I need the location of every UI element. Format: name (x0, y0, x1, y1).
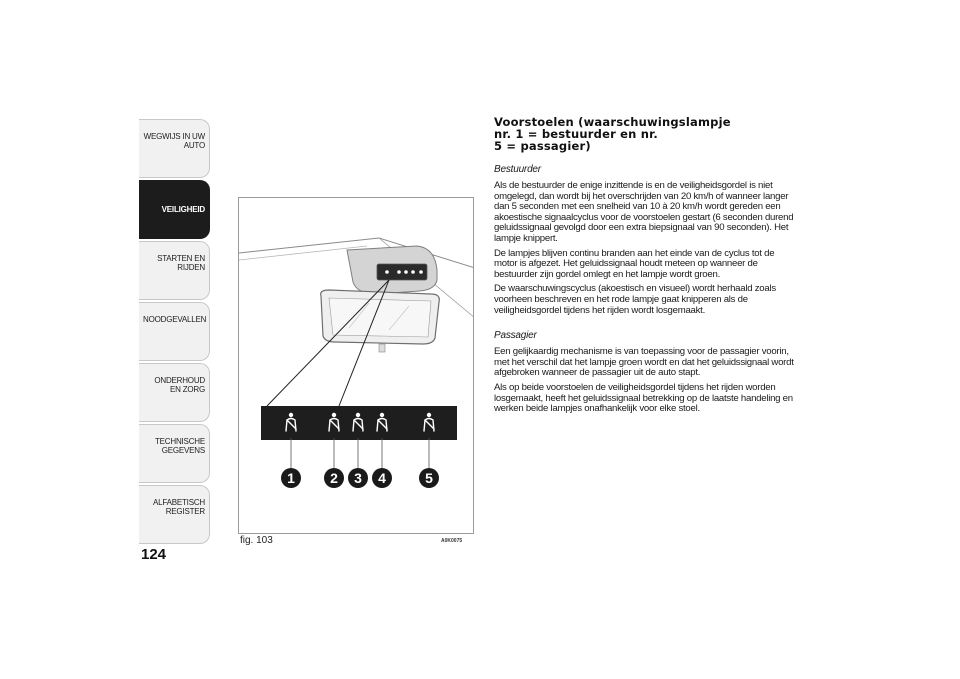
heading-line: Voorstoelen (waarschuwingslampje (494, 115, 731, 129)
section-heading (494, 116, 794, 152)
heading-line: 5 = passagier) (494, 139, 591, 153)
tab-noodgevallen[interactable] (139, 302, 210, 361)
figure-seatbelt-indicators (238, 197, 474, 534)
tab-label: STARTEN EN RIJDEN (157, 254, 205, 272)
figure-illustration (239, 198, 474, 534)
tab-veiligheid[interactable] (139, 180, 210, 239)
article-body (494, 116, 794, 419)
callout-4 (372, 468, 392, 488)
callout-number: 1 (287, 470, 295, 486)
figure-code: A0K0075 (441, 538, 463, 544)
paragraph: Een gelijkaardig mechanisme is van toepassing voor de passagier voorin, met het verschil dat het lampje groen wordt en dat het geluidssignaal wordt afgebroken wanneer de passagier uit de auto stapt. (494, 346, 794, 379)
callout-number: 2 (330, 470, 338, 486)
subheading-bestuurder: Bestuurder (494, 164, 541, 175)
paragraph: Als op beide voorstoelen de veiligheidsgordel tijdens het rijden worden losgemaakt, heeft het geluidssignaal betrekking op de laatste handeling en werken beide lampjes onafhankelijk voor elke stoel. (494, 381, 793, 415)
tab-label: NOODGEVALLEN (143, 315, 207, 324)
tab-onderhoud-en-zorg[interactable] (139, 363, 210, 422)
paragraph: De lampjes blijven continu branden aan het einde van de cyclus tot de motor is afgezet. Het geluidssignaal houdt meteen op wanneer de bestuurder zijn gordel omlegt en het lampje wordt groen. (494, 247, 775, 280)
callout-2 (324, 468, 344, 488)
callout-3 (348, 468, 368, 488)
tab-label: TECHNISCHE GEGEVENS (154, 437, 205, 455)
tab-label: ONDERHOUD EN ZORG (154, 376, 205, 394)
callout-5 (419, 468, 439, 488)
figure-caption: fig. 103 (240, 535, 273, 546)
heading-line: nr. 1 = bestuurder en nr. (494, 127, 658, 141)
callout-number: 5 (425, 470, 433, 486)
callout-1 (281, 468, 301, 488)
tab-alfabetisch-register[interactable] (139, 485, 210, 544)
tab-technische-gegevens[interactable] (139, 424, 210, 483)
callout-number: 4 (378, 470, 386, 486)
paragraph: Als de bestuurder de enige inzittende is en de veiligheidsgordel is niet omgelegd, dan wordt bij het overschrijden van 20 km/h of wanneer langer dan 5 seconden met een snelheid van 10 à 20 km/h wordt gereden een akoestische signaalcyclus voor de voorstoelen gestart (6 seconden durend geluidssignaal gevolgd door een extra biepsignaal van 90 seconden). Het lampje knippert. (494, 180, 794, 244)
tab-label: WEGWIJS IN UW AUTO (143, 132, 205, 150)
tab-label: ALFABETISCH REGISTER (152, 498, 205, 516)
subheading-passagier: Passagier (494, 330, 537, 342)
chapter-tabs (139, 119, 210, 546)
tab-starten-en-rijden[interactable] (139, 241, 210, 300)
page-number: 124 (141, 546, 167, 563)
paragraph: De waarschuwingscyclus (akoestisch en visueel) wordt herhaald zoals voorheen beschreven en het rode lampje gaat knipperen als de veiligheidsgordel tijdens het rijden wordt losgemaakt. (494, 283, 776, 316)
tab-wegwijs[interactable] (139, 119, 210, 178)
callout-number: 3 (354, 470, 362, 486)
tab-label: VEILIGHEID (161, 205, 205, 214)
